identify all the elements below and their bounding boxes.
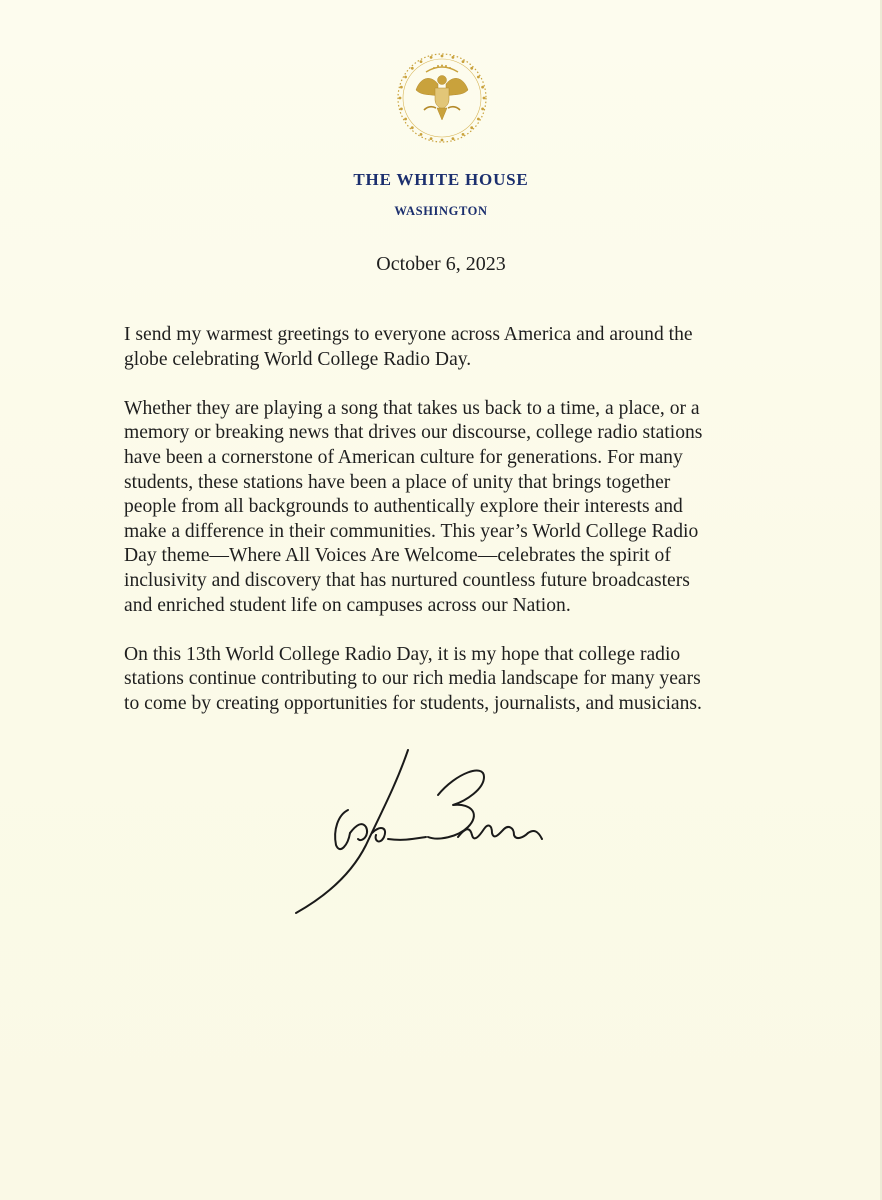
letterhead-title: THE WHITE HOUSE	[353, 170, 529, 189]
letter-date: October 6, 2023	[376, 253, 506, 275]
presidential-seal-icon	[394, 50, 490, 146]
letterhead-subtitle: WASHINGTON	[394, 204, 488, 218]
paragraph-greeting: I send my warmest greetings to everyone across America and around the globe celebrating World College Radio Day.	[124, 324, 693, 370]
paragraph-main: Whether they are playing a song that takes us back to a time, a place, or a memory or breaking news that drives our discourse, college radio stations have been a cornerstone of American culture for generations. For many students, these stations have been a place of unity that brings together people from all backgrounds to authentically explore their interests and make a difference in their communities. This year’s World College Radio Day theme—Where All Voices Are Welcome—celebrates the spirit of inclusivity and discovery that has nurtured countless future broadcasters and enriched student life on campuses across our Nation.	[124, 397, 703, 616]
handwritten-signature-icon	[288, 745, 558, 920]
paragraph-closing: On this 13th World College Radio Day, it is my hope that college radio stations continue contributing to our rich media landscape for many years to come by creating opportunities for students, journalists, and musicians.	[124, 643, 702, 714]
letter-body	[124, 323, 764, 741]
